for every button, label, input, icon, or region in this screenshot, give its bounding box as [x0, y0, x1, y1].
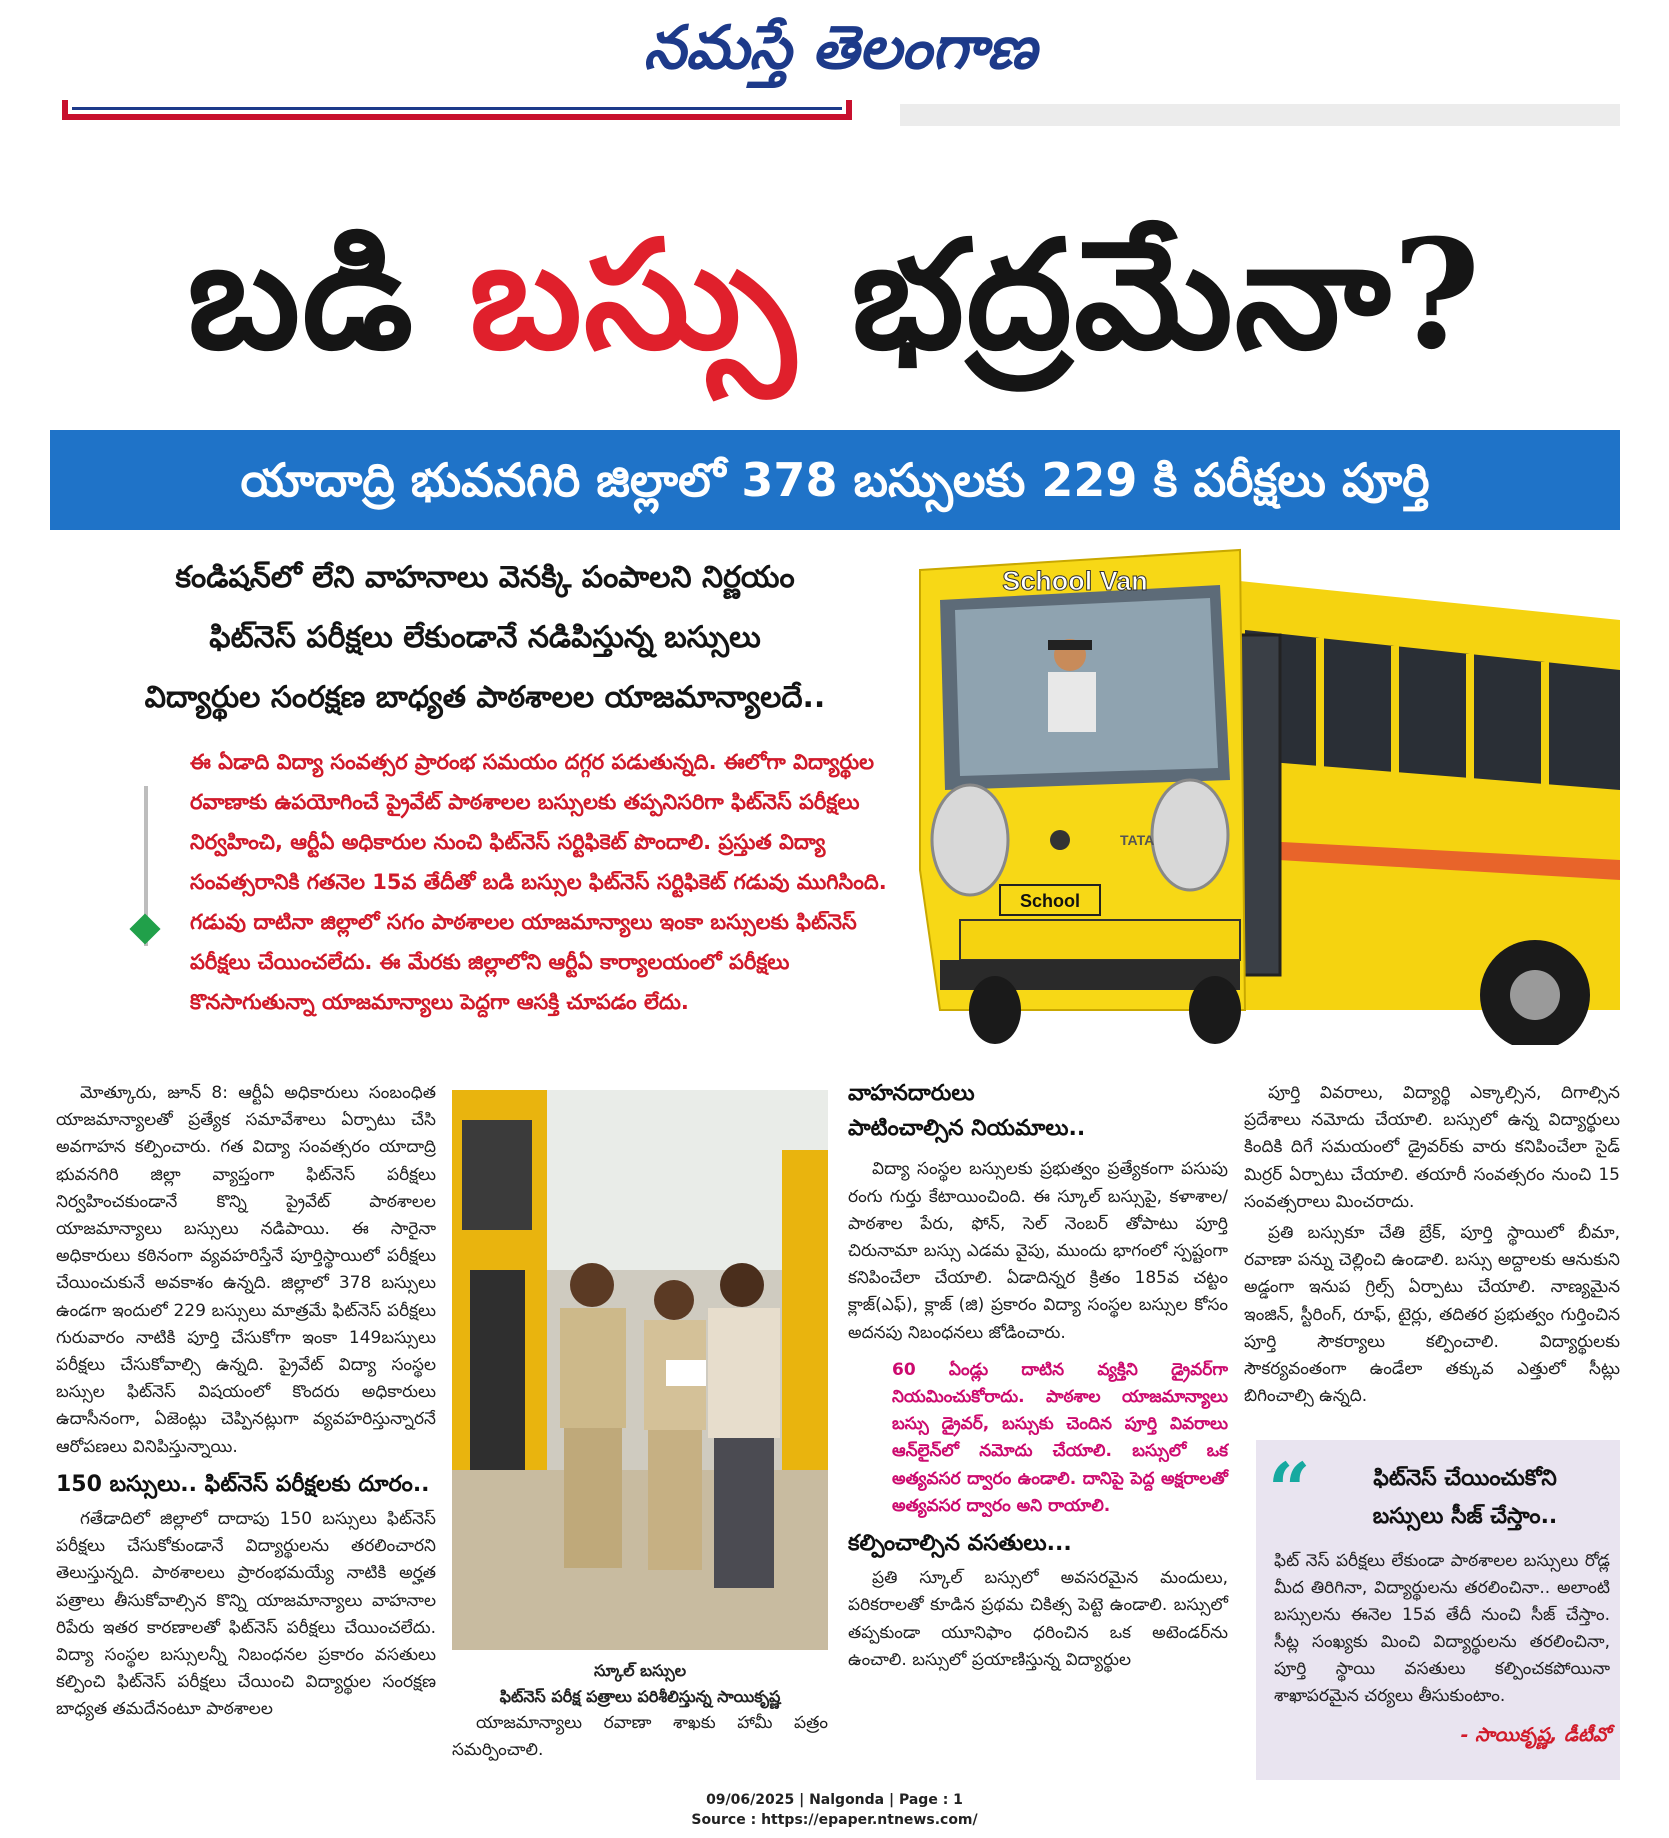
green-diamond-icon: [129, 913, 160, 944]
col4-paragraph-2: ప్రతి బస్సుకూ చేతి బ్రేక్, పూర్తి స్థాయిలో బీమా, రవాణా పన్ను చెల్లించి ఉండాలి. బస్సు అద్దాలకు ఆనుకుని అడ్డంగా ఇనుప గ్రిల్స్ ఏర్పాటు చేయాలి. నాణ్యమైన ఇంజిన్, స్టీరింగ్, రూఫ్, టైర్లు, తదితర ప్రభుత్వం గుర్తించిన పూర్తి సౌకర్యాలు కల్పించాలి. విద్యార్థులకు సౌకర్యవంతంగా ఉండేలా తక్కువ ఎత్తులో సీట్లు బిగించాల్సి ఉన్నది.: [1244, 1223, 1620, 1407]
bus-plate-label: School: [1019, 891, 1081, 911]
column-4: [1244, 1080, 1620, 1410]
headline-word-1: బడి: [187, 207, 416, 383]
masthead-rule-left: [62, 100, 852, 120]
footer-source: Source : https://epaper.ntnews.com/: [691, 1812, 978, 1828]
quote-signature: - సాయికృష్ణ, డీటీవో: [1460, 1724, 1610, 1746]
photo-caption: [452, 1658, 828, 1710]
col3-paragraph-2: ప్రతి స్కూల్ బస్సులో అవసరమైన మందులు, పరికరాలతో కూడిన ప్రథమ చికిత్స పెట్టె ఉండాలి. బస్సులో తప్పకుండా యూనిఫాం ధరించిన ఒక అటెండర్‌ను ఉంచాలి. బస్సులో ప్రయాణిస్తున్న విద్యార్థుల: [848, 1568, 1228, 1670]
headline: [40, 175, 1630, 415]
col3-pink-note: 60 ఏండ్లు దాటిన వ్యక్తిని డ్రైవర్‌గా నియమించుకోరాదు. పాఠశాల యాజమాన్యాలు బస్సు డ్రైవర్, బస్సుకు చెందిన పూర్తి వివరాలు ఆన్‌లైన్‌లో నమోదు చేయాలి. బస్సులో ఒక అత్యవసర ద్వారం ఉండాలి. దానిపై పెద్ద అక్షరాలతో అత్యవసర ద్వారం అని రాయాలి.: [892, 1359, 1228, 1516]
officials-inspection-photo: [452, 1090, 828, 1650]
quote-title: ఫిట్‌నెస్ చేయించుకోని బస్సులు సీజ్ చేస్తాం..: [1372, 1466, 1558, 1529]
col1-paragraph-2: గతేడాదిలో జిల్లాలో దాదాపు 150 బస్సులు ఫిట్‌నెస్ పరీక్షలు చేసుకోకుండానే విద్యార్థులను తరలించారని తెలుస్తున్నది. పాఠశాలలు ప్రారంభమయ్యే నాటికి అర్హత పత్రాలు తీసుకోవాల్సిన కొన్ని యాజమాన్యాలు వాహనాల రిపేరు ఇతర కారణాలతో ఫిట్‌నెస్ పరీక్షలు చేయించలేదు. విద్యా సంస్థల బస్సులన్నీ నిబంధనల ప్రకారం వసతులు కల్పించి ఫిట్‌నెస్ పరీక్షలు చేయించి విద్యార్థుల సంరక్షణ బాధ్యత తమదేనంటూ పాఠశాలల: [56, 1509, 436, 1720]
col1-subhead: 150 బస్సులు.. ఫిట్‌నెస్ పరీక్షలకు దూరం..: [56, 1471, 430, 1497]
headline-word-3: భద్రమేనా?: [851, 207, 1483, 383]
column-2-continuation: యాజమాన్యాలు రవాణా శాఖకు హామీ పత్రం సమర్పించాలి.: [452, 1713, 828, 1761]
quote-text: ఫిట్ నెస్ పరీక్షలు లేకుండా పాఠశాలల బస్సులు రోడ్ల మీద తిరిగినా, విద్యార్థులను తరలించినా.. అలాంటి బస్సులను ఈనెల 15వ తేదీ నుంచి సీజ్ చేస్తాం. సీట్ల సంఖ్యకు మించి విద్యార్థులను తరలించినా, పూర్తి స్థాయి వసతులు కల్పించకపోయినా శాఖాపరమైన చర్యలు తీసుకుంటాం.: [1274, 1551, 1610, 1706]
col3-subhead-2: కల్పించాల్సిన వసతులు...: [848, 1531, 1072, 1557]
school-bus-image: [900, 540, 1620, 1045]
subheadline-banner: యాదాద్రి భువనగిరి జిల్లాలో 378 బస్సులకు 229 కి పరీక్షలు పూర్తి: [50, 430, 1620, 530]
caption-line-2: ఫిట్‌నెస్ పరీక్ష పత్రాలు పరిశీలిస్తున్న సాయికృష్ణ: [499, 1687, 781, 1706]
quote-mark-icon: “: [1268, 1448, 1311, 1534]
bus-brand-label: TATA: [1120, 832, 1155, 848]
column-3: [848, 1080, 1228, 1674]
col1-paragraph-1: మోత్కూరు, జూన్ 8: ఆర్టీఏ అధికారులు సంబంధిత యాజమాన్యాలతో ప్రత్యేక సమావేశాలు ఏర్పాటు చేసి అవగాహన కల్పించారు. గత విద్యా సంవత్సరం యాదాద్రి భువనగిరి జిల్లా వ్యాప్తంగా ఫిట్‌నెస్ పరీక్షలు నిర్వహించకుండానే కొన్ని ప్రైవేట్ పాఠశాలల యాజమాన్యాలు బస్సులు నడిపాయి. ఈ సారైనా అధికారులు కఠినంగా వ్యవహరిస్తేనే పూర్తిస్థాయిలో పరీక్షలు చేయించుకునే అవకాశం ఉన్నది. జిల్లాలో 378 బస్సులు ఉండగా ఇందులో 229 బస్సులు మాత్రమే ఫిట్‌నెస్ పరీక్షలు గురువారం నాటికి పూర్తి చేసుకోగా ఇంకా 149బస్సులు పరీక్షలు చేసుకోవాల్సి ఉన్నది. ప్రైవేట్ విద్యా సంస్థల బస్సుల ఫిట్‌నెస్ విషయంలో కొందరు అధికారులు ఉదాసీనంగా, ఏజెంట్లు చెప్పినట్లుగా వ్యవహరిస్తున్నారనే ఆరోపణలు వినిపిస్తున్నాయి.: [56, 1083, 436, 1457]
bus-front-label: School Van: [1002, 566, 1148, 596]
col3-subhead-1-line-1: వాహనదారులు: [848, 1081, 975, 1106]
deck-line-2: ఫిట్‌నెస్ పరీక్షలు లేకుండానే నడిపిస్తున్న బస్సులు: [209, 620, 761, 655]
col3-paragraph-1: విద్యా సంస్థల బస్సులకు ప్రభుత్వం ప్రత్యేకంగా పసుపు రంగు గుర్తు కేటాయించింది. ఈ స్కూల్ బస్సుపై, కళాశాల/ పాఠశాల పేరు, ఫోన్, సెల్ నెంబర్ తోపాటు పూర్తి చిరునామా బస్సు ఎడమ వైపు, ముందు భాగంలో స్పష్టంగా కనిపించేలా చేయాలి. ఏడాదిన్నర క్రితం 185వ చట్టం క్లాజ్(ఎఫ్), క్లాజ్ (జి) ప్రకారం విద్యా సంస్థల బస్సుల కోసం అదనపు నిబంధనలు జోడించారు.: [848, 1159, 1228, 1343]
masthead-rule-right: [900, 104, 1620, 126]
masthead-logo: నమస్తే తెలంగాణ: [643, 13, 1037, 83]
intro-paragraph: ఈ ఏడాది విద్యా సంవత్సర ప్రారంభ సమయం దగ్గర పడుతున్నది. ఈలోగా విద్యార్థుల రవాణాకు ఉపయోగించే ప్రైవేట్ పాఠశాలల బస్సులకు తప్పనిసరిగా ఫిట్‌నెస్ పరీక్షలు నిర్వహించి, ఆర్టీఏ అధికారుల నుంచి ఫిట్‌నెస్ సర్టిఫికెట్ పొందాలి. ప్రస్తుత విద్యా సంవత్సరానికి గతనెల 15వ తేదీతో బడి బస్సుల ఫిట్‌నెస్ సర్టిఫికెట్ గడువు ముగిసింది. గడువు దాటినా జిల్లాలో సగం పాఠశాలల యాజమాన్యాలు ఇంకా బస్సులకు ఫిట్‌నెస్ పరీక్షలు చేయించలేదు. ఈ మేరకు జిల్లాలోని ఆర్టీఏ కార్యాలయంలో పరీక్షలు కొనసాగుతున్నా యాజమాన్యాలు పెద్దగా ఆసక్తి చూపడం లేదు.: [190, 750, 887, 1014]
column-1: [56, 1080, 436, 1724]
col4-paragraph-1: పూర్తి వివరాలు, విద్యార్థి ఎక్కాల్సిన, దిగాల్సిన ప్రదేశాలు నమోదు చేయాలి. బస్సులో ఉన్న విద్యార్థులు కిందికి దిగే సమయంలో డ్రైవర్‌కు వారు కనిపించేలా సైడ్ మిర్రర్ ఏర్పాటు చేయాలి. తయారీ సంవత్సరం నుంచి 15 సంవత్సరాలు మించరాదు.: [1244, 1083, 1620, 1212]
deck-line-3: విద్యార్థుల సంరక్షణ బాధ్యత పాఠశాలల యాజమాన్యాలదే..: [144, 680, 826, 715]
caption-line-1: స్కూల్ బస్సుల: [593, 1661, 687, 1680]
deck-line-1: కండిషన్‌లో లేని వాహనాలు వెనక్కి పంపాలని నిర్ణయం: [175, 560, 795, 595]
footer-dateline: 09/06/2025 | Nalgonda | Page : 1: [706, 1792, 963, 1808]
headline-word-2: బస్సు: [469, 207, 798, 383]
col3-subhead-1-line-2: పాటించాల్సిన నియమాలు..: [848, 1116, 1086, 1142]
